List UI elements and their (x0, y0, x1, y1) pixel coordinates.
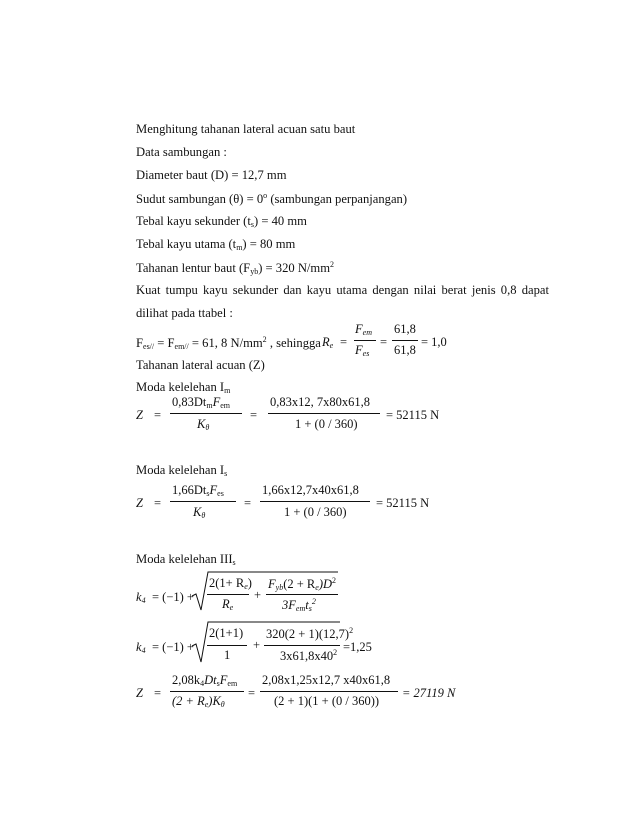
k4-frac-d-bar (264, 645, 340, 646)
re-eq: = (340, 335, 348, 349)
diameter-line: Diameter baut (D) = 12,7 mm (136, 168, 287, 182)
z-iiis-eq2: = (248, 686, 256, 700)
k4-frac-b-num: $F_{yb}(2 + R_e)D^2$ (268, 576, 337, 592)
tebal-utama-line: Tebal kayu utama $(t_m) = 80$ mm (136, 237, 296, 252)
k4-frac-c-num: 2(1+1) (209, 626, 244, 640)
mode-im-den2: 1 + (0 / 360) (295, 417, 358, 431)
z-iiis-den2: (2 + 1)(1 + (0 / 360)) (274, 694, 380, 708)
k4-plus-2: + (253, 638, 261, 652)
k4-frac-b-bar (266, 594, 338, 595)
mode-is-bar1 (170, 501, 236, 502)
re-eq-2: = (380, 335, 388, 349)
re-den: $F_{es}$ (355, 343, 370, 358)
mode-is-bar2 (260, 501, 370, 502)
mode-im-lhs: Z (136, 408, 143, 422)
z-iiis-bar2 (260, 691, 398, 692)
mode-is-den1: $K_\theta$ (193, 505, 206, 520)
k4-frac-b-den: $3F_{em}t_s^2$ (282, 597, 316, 613)
sudut-line: Sudut sambungan $(\theta) = 0^o$ (sambungan perpanjangan) (136, 191, 408, 206)
mode-im-label: Moda kelelehan $I_m$ (136, 380, 231, 395)
tebal-sekunder-line: Tebal kayu sekunder $(t_s) = 40$ mm (136, 214, 307, 229)
title-line: Menghitung tahanan lateral acuan satu baut (136, 122, 356, 136)
z-iiis-num1: $2,08k_4Dt_sF_{em}$ (172, 673, 238, 688)
mode-is-num1: $1,66Dt_sF_{es}$ (172, 483, 224, 498)
re-num-val: 61,8 (394, 322, 416, 336)
mode-is-den2: 1 + (0 / 360) (284, 505, 347, 519)
k4-frac-d-den: $3x61,8x40^2$ (280, 648, 338, 663)
k4-plus-1: + (254, 588, 262, 602)
mode-is-result: = 52115 N (376, 496, 430, 510)
re-num: $F_{em}$ (355, 322, 372, 337)
k4-result: =1,25 (343, 640, 372, 654)
re-result: = 1,0 (421, 335, 447, 349)
data-heading: Data sambungan : (136, 145, 227, 159)
mode-iiis-label: Moda kelelehan $III_s$ (136, 552, 236, 567)
mode-im-bar2 (268, 413, 380, 414)
mode-im-bar1 (170, 413, 242, 414)
z-iiis-num2: 2,08x1,25x12,7 x40x61,8 (262, 673, 391, 687)
k4-frac-c-den: 1 (224, 648, 231, 662)
z-iiis-lhs: Z (136, 686, 143, 700)
k4-lhs-2: $k_4$ (136, 640, 146, 655)
k4-frac-a-num: $2(1+ R_e)$ (209, 576, 252, 591)
mode-is-eq: = (154, 496, 162, 510)
mode-is-num2: 1,66x12,7x40x61,8 (262, 483, 359, 497)
mode-im-result: = 52115 N (386, 408, 440, 422)
re-symbol: $R_e$ (322, 335, 334, 350)
z-heading: Tahanan lateral acuan (Z) (136, 358, 265, 372)
z-iiis-bar1 (170, 691, 244, 692)
re-frac-bar-2 (392, 340, 418, 341)
mode-im-eq: = (154, 408, 162, 422)
k4-frac-a-den: $R_e$ (222, 597, 234, 612)
re-den-val: 61,8 (394, 343, 416, 357)
mode-is-eq2: = (244, 496, 252, 510)
tahanan-lentur-line: Tahanan lentur baut $(F_{yb}) = 320$ $N/mm^2$ (136, 260, 335, 276)
z-iiis-eq: = (154, 686, 162, 700)
z-iiis-result: = 27119 N (402, 686, 456, 700)
k4-lhs-1: $k_4$ (136, 590, 146, 605)
mode-im-num1: $0,83Dt_mF_{em}$ (172, 395, 231, 410)
k4-frac-a-bar (207, 594, 249, 595)
k4-eq-1: = (−1) + (152, 590, 194, 604)
kuat-tumpu-line-1: Kuat tumpu kayu sekunder dan kayu utama dengan nilai berat jenis 0,8 dapat (136, 283, 549, 297)
k4-eq-2: = (−1) + (152, 640, 194, 654)
mode-im-eq2: = (250, 408, 258, 422)
fes-line: $F_{es//} = F_{em//} = 61$, 8 $N/mm^2$ , sehingga (136, 335, 321, 351)
mode-is-lhs: Z (136, 496, 143, 510)
k4-frac-c-bar (207, 645, 247, 646)
mode-im-num2: 0,83x12, 7x80x61,8 (270, 395, 370, 409)
z-iiis-den1: $(2 + R_e)K_\theta$ (172, 694, 225, 709)
kuat-tumpu-line-2: dilihat pada ttabel : (136, 306, 233, 320)
mode-is-label: Moda kelelehan $I_s$ (136, 463, 228, 478)
k4-frac-d-num: $320(2 + 1)(12,7)^2$ (266, 626, 354, 641)
mode-im-den1: $K_\theta$ (197, 417, 210, 432)
re-frac-bar-1 (354, 340, 376, 341)
